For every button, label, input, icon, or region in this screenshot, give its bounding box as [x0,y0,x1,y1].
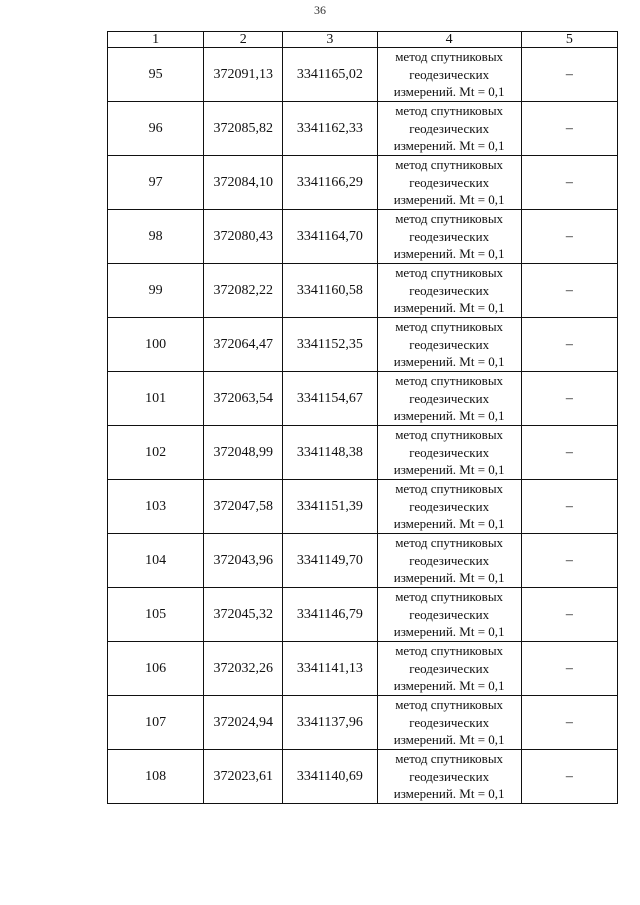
point-number-cell: 99 [108,264,204,318]
method-line: геодезических [409,66,490,82]
method-cell [377,696,521,750]
table-row [108,156,618,210]
y-coordinate-cell: 3341166,29 [283,156,377,210]
method-line: измерений. Mt = 0,1 [393,246,505,262]
coordinates-table [107,31,618,804]
point-number-cell: 97 [108,156,204,210]
method-line: геодезических [409,768,490,784]
y-coordinate-cell: 3341160,58 [283,264,377,318]
y-coordinate-cell: 3341165,02 [283,48,377,102]
method-line: метод спутниковых [395,589,504,605]
method-line: измерений. Mt = 0,1 [393,462,505,478]
method-line: метод спутниковых [395,481,504,497]
method-line: измерений. Mt = 0,1 [393,516,505,532]
table-row [108,750,618,804]
note-cell: – [521,102,617,156]
note-cell: – [521,480,617,534]
y-coordinate-cell: 3341152,35 [283,318,377,372]
point-number-cell: 96 [108,102,204,156]
y-coordinate-cell: 3341151,39 [283,480,377,534]
table-row [108,48,618,102]
method-line: измерений. Mt = 0,1 [393,624,505,640]
table-row [108,588,618,642]
method-line: измерений. Mt = 0,1 [393,138,505,154]
note-cell: – [521,264,617,318]
x-coordinate-cell: 372045,32 [204,588,283,642]
method-line: геодезических [409,282,490,298]
method-line: измерений. Mt = 0,1 [393,192,505,208]
method-cell [377,372,521,426]
note-cell: – [521,426,617,480]
table-body [108,48,618,804]
header-col-5: 5 [521,32,617,48]
method-line: измерений. Mt = 0,1 [393,570,505,586]
y-coordinate-cell: 3341148,38 [283,426,377,480]
note-cell: – [521,696,617,750]
x-coordinate-cell: 372091,13 [204,48,283,102]
method-cell [377,642,521,696]
method-cell [377,156,521,210]
method-line: геодезических [409,498,490,514]
header-col-2: 2 [204,32,283,48]
x-coordinate-cell: 372023,61 [204,750,283,804]
note-cell: – [521,48,617,102]
note-cell: – [521,750,617,804]
method-line: метод спутниковых [395,103,504,119]
note-cell: – [521,156,617,210]
method-line: геодезических [409,228,490,244]
method-cell [377,426,521,480]
x-coordinate-cell: 372047,58 [204,480,283,534]
method-line: измерений. Mt = 0,1 [393,84,505,100]
method-line: измерений. Mt = 0,1 [393,408,505,424]
method-line: метод спутниковых [395,49,504,65]
method-cell [377,750,521,804]
note-cell: – [521,588,617,642]
table-row [108,696,618,750]
method-cell [377,48,521,102]
method-cell [377,102,521,156]
method-line: измерений. Mt = 0,1 [393,732,505,748]
method-line: геодезических [409,120,490,136]
y-coordinate-cell: 3341140,69 [283,750,377,804]
method-line: измерений. Mt = 0,1 [393,786,505,802]
point-number-cell: 102 [108,426,204,480]
point-number-cell: 107 [108,696,204,750]
method-line: геодезических [409,606,490,622]
method-line: геодезических [409,714,490,730]
method-cell [377,588,521,642]
method-line: геодезических [409,444,490,460]
header-col-1: 1 [108,32,204,48]
y-coordinate-cell: 3341141,13 [283,642,377,696]
page-number: 36 [314,3,326,17]
table-row [108,318,618,372]
method-line: измерений. Mt = 0,1 [393,354,505,370]
method-line: метод спутниковых [395,373,504,389]
y-coordinate-cell: 3341146,79 [283,588,377,642]
x-coordinate-cell: 372080,43 [204,210,283,264]
header-col-3: 3 [283,32,377,48]
table-row [108,534,618,588]
method-line: измерений. Mt = 0,1 [393,678,505,694]
table-row [108,102,618,156]
y-coordinate-cell: 3341137,96 [283,696,377,750]
note-cell: – [521,318,617,372]
method-cell [377,534,521,588]
y-coordinate-cell: 3341164,70 [283,210,377,264]
point-number-cell: 100 [108,318,204,372]
method-line: метод спутниковых [395,697,504,713]
method-cell [377,210,521,264]
note-cell: – [521,372,617,426]
method-line: метод спутниковых [395,211,504,227]
point-number-cell: 108 [108,750,204,804]
table-row [108,642,618,696]
x-coordinate-cell: 372024,94 [204,696,283,750]
method-line: измерений. Mt = 0,1 [393,300,505,316]
method-cell [377,264,521,318]
method-cell [377,318,521,372]
x-coordinate-cell: 372048,99 [204,426,283,480]
y-coordinate-cell: 3341162,33 [283,102,377,156]
x-coordinate-cell: 372063,54 [204,372,283,426]
point-number-cell: 98 [108,210,204,264]
x-coordinate-cell: 372082,22 [204,264,283,318]
x-coordinate-cell: 372064,47 [204,318,283,372]
x-coordinate-cell: 372084,10 [204,156,283,210]
method-line: геодезических [409,660,490,676]
method-line: метод спутниковых [395,265,504,281]
point-number-cell: 101 [108,372,204,426]
y-coordinate-cell: 3341154,67 [283,372,377,426]
table-row [108,426,618,480]
x-coordinate-cell: 372085,82 [204,102,283,156]
table-row [108,372,618,426]
y-coordinate-cell: 3341149,70 [283,534,377,588]
method-line: геодезических [409,552,490,568]
point-number-cell: 95 [108,48,204,102]
x-coordinate-cell: 372043,96 [204,534,283,588]
method-line: геодезических [409,336,490,352]
note-cell: – [521,534,617,588]
method-line: метод спутниковых [395,319,504,335]
table-row [108,210,618,264]
note-cell: – [521,210,617,264]
point-number-cell: 105 [108,588,204,642]
method-line: метод спутниковых [395,427,504,443]
method-cell [377,480,521,534]
note-cell: – [521,642,617,696]
method-line: геодезических [409,390,490,406]
table-row [108,264,618,318]
x-coordinate-cell: 372032,26 [204,642,283,696]
header-col-4: 4 [377,32,521,48]
method-line: геодезических [409,174,490,190]
method-line: метод спутниковых [395,643,504,659]
table-header [108,32,618,48]
method-line: метод спутниковых [395,751,504,767]
header-row [108,32,618,48]
method-line: метод спутниковых [395,535,504,551]
point-number-cell: 104 [108,534,204,588]
point-number-cell: 106 [108,642,204,696]
point-number-cell: 103 [108,480,204,534]
method-line: метод спутниковых [395,157,504,173]
table-row [108,480,618,534]
